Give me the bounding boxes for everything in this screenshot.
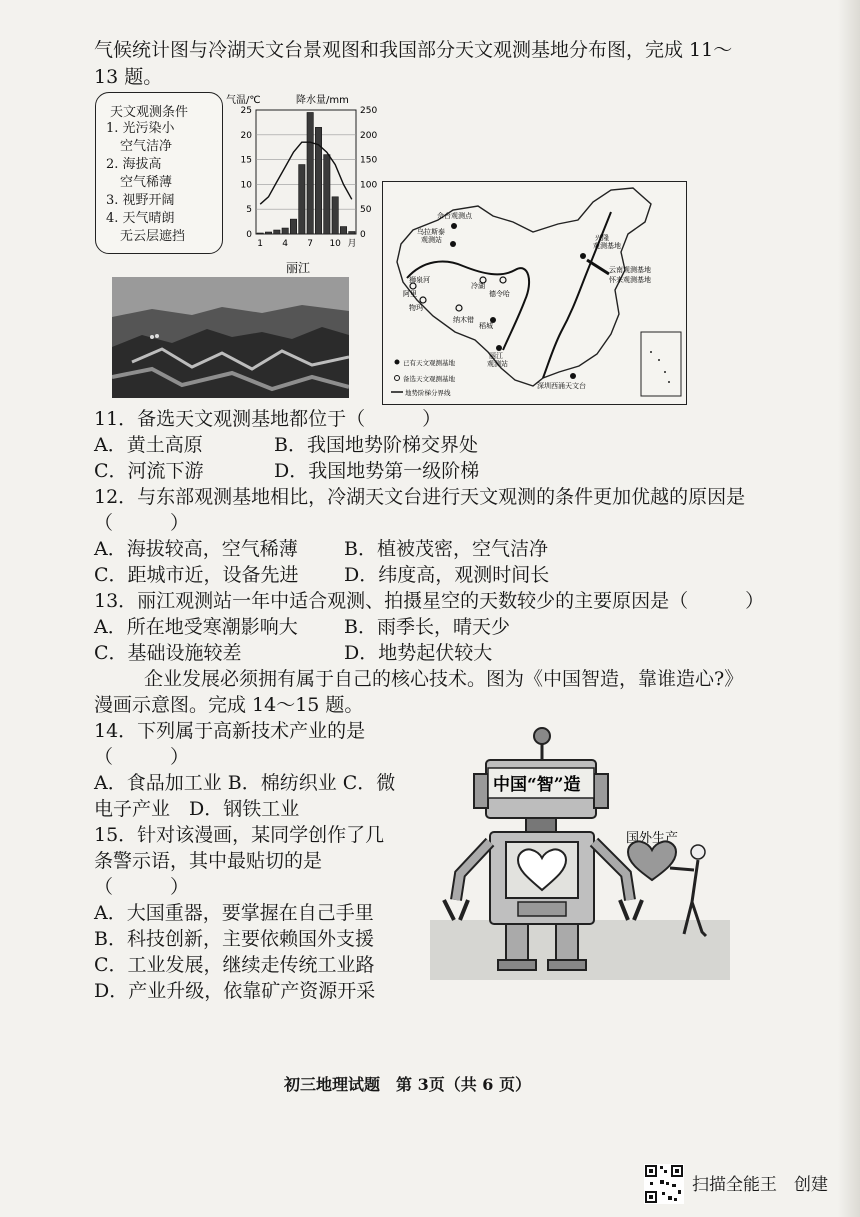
map-label: 丽江 <box>489 352 503 360</box>
temp-tick-label: 0 <box>246 230 252 240</box>
map-label: 物玛 <box>409 304 423 312</box>
precip-tick-label: 0 <box>360 230 366 240</box>
q11-option-a: A．黄土高原 <box>94 434 203 456</box>
heart-icon <box>628 841 676 880</box>
question-12: 12．与东部观测基地相比，冷湖天文台进行天文观测的条件更加优越的原因是 <box>94 486 746 508</box>
map-label: 狮泉河 <box>409 276 430 284</box>
chart-plot-frame <box>256 110 356 234</box>
q15-option-c: C．工业发展，继续走传统工业路 <box>94 954 375 976</box>
china-map-drawing <box>383 182 686 404</box>
map-label: 德令哈 <box>489 290 510 298</box>
legend-item: 备选天文观测基地 <box>403 375 455 383</box>
map-label: 观测基地 <box>593 242 621 250</box>
q14-options-line-2: 电子产业 D．钢铁工业 <box>94 798 300 820</box>
precipitation-bar <box>307 112 313 234</box>
lenghu-observatory-photo <box>112 277 349 398</box>
precipitation-bar <box>274 230 280 234</box>
condition-item: 4. 天气晴朗 <box>106 211 175 226</box>
robot-antenna <box>534 728 550 744</box>
map-label: 纳木错 <box>453 316 474 324</box>
q11-option-b: B．我国地势阶梯交界处 <box>274 434 478 456</box>
q11-option-c: C．河流下游 <box>94 460 204 482</box>
temp-tick-label: 15 <box>240 155 252 166</box>
precip-axis-label: 降水量/mm <box>296 95 349 106</box>
q12-option-b: B．植被茂密，空气洁净 <box>344 538 548 560</box>
temperature-line <box>260 142 352 204</box>
heart-label: 国外生产 <box>626 831 679 846</box>
precipitation-bar <box>349 232 355 234</box>
condition-item: 2. 海拔高 <box>106 157 162 172</box>
question-13: 13．丽江观测站一年中适合观测、拍摄星空的天数较少的主要原因是（ ） <box>94 590 765 612</box>
map-label: 深圳西涌天文台 <box>537 382 586 390</box>
temp-tick-label: 5 <box>246 205 252 216</box>
q12-option-d: D．纬度高，观测时间长 <box>344 564 550 586</box>
q12-option-c: C．距城市近，设备先进 <box>94 564 299 586</box>
legend-item: 地势阶梯分界线 <box>405 389 451 397</box>
map-label: 冷湖 <box>471 282 485 290</box>
climate-chart <box>222 92 382 274</box>
south-china-sea-inset <box>641 332 681 396</box>
q15-option-a: A．大国重器，要掌握在自己手里 <box>94 902 374 924</box>
robot-sign-text: 中国“智”造 <box>493 775 581 795</box>
precip-tick-label: 50 <box>360 205 372 216</box>
robot-cartoon <box>430 724 730 984</box>
site-marker <box>456 305 462 311</box>
precipitation-bar <box>324 155 330 234</box>
q13-option-a: A．所在地受寒潮影响大 <box>94 616 298 638</box>
site-marker <box>450 241 456 247</box>
question-14: 14．下列属于高新技术产业的是 <box>94 720 366 742</box>
chart-station-label: 丽江 <box>286 261 311 274</box>
q13-option-b: B．雨季长，晴天少 <box>344 616 510 638</box>
intro-paragraph-line-2: 漫画示意图。完成 14～15 题。 <box>94 694 364 716</box>
precipitation-bar <box>332 197 338 234</box>
map-label: 乌拉斯泰 <box>417 228 445 236</box>
precipitation-bar <box>257 233 263 234</box>
site-marker <box>420 297 426 303</box>
temp-axis-label: 气温/℃ <box>226 95 261 106</box>
site-marker <box>451 223 457 229</box>
precipitation-bar <box>282 228 288 234</box>
china-observation-map <box>382 181 687 405</box>
month-tick-label: 7 <box>307 239 314 249</box>
observation-conditions-box <box>95 92 223 254</box>
legend-item: 已有天文观测基地 <box>403 359 455 367</box>
question-15: 15．针对该漫画，某同学创作了几 <box>94 824 385 846</box>
q13-option-c: C．基础设施较差 <box>94 642 242 664</box>
precipitation-bar <box>290 219 296 234</box>
q11-option-d: D．我国地势第一级阶梯 <box>274 460 480 482</box>
q15-answer-paren: （ ） <box>94 876 190 898</box>
precip-tick-label: 100 <box>360 180 378 191</box>
person-head <box>691 845 705 859</box>
q15-option-b: B．科技创新，主要依赖国外支援 <box>94 928 374 950</box>
month-tick-label: 月 <box>347 239 357 249</box>
leader-line <box>587 260 609 274</box>
intro-line-1: 气候统计图与冷湖天文台景观图和我国部分天文观测基地分布图，完成 11～ <box>94 39 733 61</box>
robot-left-claw <box>444 900 468 920</box>
question-11: 11．备选天文观测基地都位于（ ） <box>94 408 442 430</box>
intro-line-2: 13 题。 <box>94 66 163 88</box>
site-marker <box>496 345 502 351</box>
site-marker <box>580 253 586 259</box>
map-label: 观测站 <box>421 236 442 244</box>
china-outline <box>397 188 651 386</box>
q12-answer-paren: （ ） <box>94 512 190 534</box>
map-label: 怀来观测基地 <box>609 276 651 284</box>
temp-tick-label: 20 <box>240 130 252 141</box>
condition-item: 1. 光污染小 <box>106 121 175 136</box>
qr-code-icon <box>644 1164 684 1204</box>
intro-paragraph-line-1: 企业发展必须拥有属于自己的核心技术。图为《中国智造，靠谁造心?》 <box>144 668 744 690</box>
precip-tick-label: 150 <box>360 155 378 166</box>
conditions-title: 天文观测条件 <box>110 105 189 120</box>
mountain-landscape-image <box>112 277 349 398</box>
month-tick-label: 4 <box>282 239 289 249</box>
site-marker <box>500 277 506 283</box>
q12-option-a: A．海拔较高，空气稀薄 <box>94 538 298 560</box>
month-tick-label: 1 <box>257 239 264 249</box>
map-label: 佘台观测点 <box>437 212 472 220</box>
precipitation-bar <box>340 227 346 234</box>
q14-answer-paren: （ ） <box>94 746 190 768</box>
map-label: 观测站 <box>487 360 508 368</box>
q14-options-line-1: A．食品加工业 B．棉纺织业 C．微 <box>94 772 396 794</box>
map-legend <box>391 358 456 397</box>
precip-tick-label: 250 <box>360 106 378 116</box>
condition-item: 无云层遮挡 <box>120 229 186 244</box>
month-tick-label: 10 <box>329 239 341 249</box>
condition-item: 3. 视野开阔 <box>106 193 175 208</box>
q15-option-d: D．产业升级，依靠矿产资源开采 <box>94 980 376 1002</box>
precipitation-bar <box>265 232 271 234</box>
condition-item: 空气洁净 <box>120 139 173 154</box>
map-label: 云南观测基地 <box>609 266 651 274</box>
site-marker <box>570 373 576 379</box>
scanner-watermark: 扫描全能王 创建 <box>692 1175 828 1195</box>
robot-right-claw <box>620 900 642 920</box>
precipitation-bar <box>299 165 305 234</box>
question-15-line-2: 条警示语，其中最贴切的是 <box>94 850 323 872</box>
temp-tick-label: 10 <box>240 180 252 191</box>
page-footer: 初三地理试题 第 3页（共 6 页） <box>284 1075 531 1094</box>
scan-shadow-edge <box>838 0 860 1217</box>
condition-item: 空气稀薄 <box>120 175 173 190</box>
map-label: 兴隆 <box>595 234 609 242</box>
precip-tick-label: 200 <box>360 130 378 141</box>
map-label: 稻城 <box>479 322 493 330</box>
q13-option-d: D．地势起伏较大 <box>344 642 493 664</box>
map-label: 阿里 <box>403 290 417 298</box>
temp-tick-label: 25 <box>240 106 252 116</box>
